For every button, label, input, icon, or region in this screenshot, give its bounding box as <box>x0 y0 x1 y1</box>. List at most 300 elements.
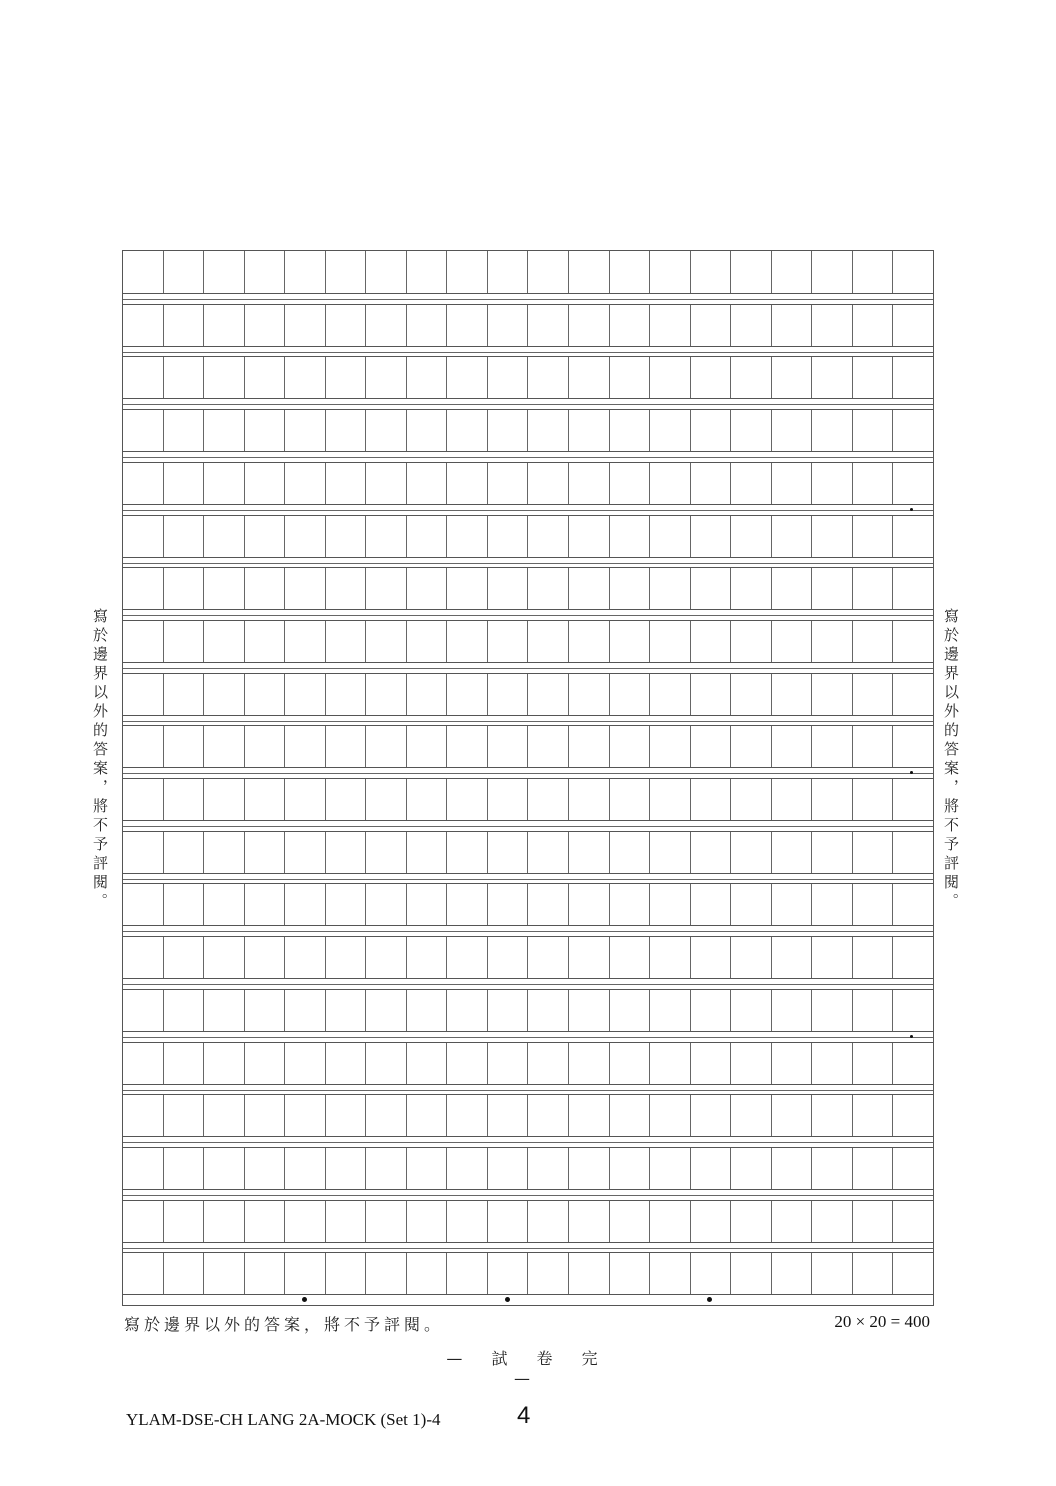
grid-cell[interactable] <box>771 1148 812 1189</box>
grid-cell[interactable] <box>771 937 812 978</box>
grid-cell[interactable] <box>811 568 852 609</box>
grid-cell[interactable] <box>852 357 893 398</box>
grid-cell[interactable] <box>892 884 933 925</box>
grid-row[interactable] <box>123 567 933 610</box>
grid-cell[interactable] <box>771 884 812 925</box>
grid-cell[interactable] <box>406 674 447 715</box>
grid-cell[interactable] <box>123 990 163 1031</box>
grid-cell[interactable] <box>244 990 285 1031</box>
grid-cell[interactable] <box>892 516 933 557</box>
grid-row[interactable] <box>123 356 933 399</box>
grid-cell[interactable] <box>730 726 771 767</box>
grid-cell[interactable] <box>568 937 609 978</box>
grid-cell[interactable] <box>244 621 285 662</box>
grid-row[interactable] <box>123 409 933 452</box>
grid-cell[interactable] <box>852 1253 893 1294</box>
grid-cell[interactable] <box>446 779 487 820</box>
grid-cell[interactable] <box>730 516 771 557</box>
grid-cell[interactable] <box>811 621 852 662</box>
grid-cell[interactable] <box>365 463 406 504</box>
grid-cell[interactable] <box>852 884 893 925</box>
grid-cell[interactable] <box>852 251 893 293</box>
grid-cell[interactable] <box>690 779 731 820</box>
grid-cell[interactable] <box>163 463 204 504</box>
grid-cell[interactable] <box>568 305 609 346</box>
grid-cell[interactable] <box>730 937 771 978</box>
grid-cell[interactable] <box>123 1095 163 1136</box>
grid-cell[interactable] <box>690 1095 731 1136</box>
grid-cell[interactable] <box>852 463 893 504</box>
grid-cell[interactable] <box>244 1253 285 1294</box>
grid-cell[interactable] <box>123 832 163 873</box>
grid-cell[interactable] <box>123 726 163 767</box>
grid-cell[interactable] <box>446 1043 487 1084</box>
grid-cell[interactable] <box>284 674 325 715</box>
grid-cell[interactable] <box>649 884 690 925</box>
grid-cell[interactable] <box>649 305 690 346</box>
grid-cell[interactable] <box>527 937 568 978</box>
grid-cell[interactable] <box>284 1148 325 1189</box>
grid-cell[interactable] <box>244 1043 285 1084</box>
grid-cell[interactable] <box>527 410 568 451</box>
grid-cell[interactable] <box>163 884 204 925</box>
grid-cell[interactable] <box>568 357 609 398</box>
grid-cell[interactable] <box>487 674 528 715</box>
grid-cell[interactable] <box>365 1253 406 1294</box>
grid-cell[interactable] <box>730 1095 771 1136</box>
grid-cell[interactable] <box>568 251 609 293</box>
grid-cell[interactable] <box>325 726 366 767</box>
grid-cell[interactable] <box>649 726 690 767</box>
grid-cell[interactable] <box>649 1043 690 1084</box>
grid-cell[interactable] <box>487 568 528 609</box>
grid-cell[interactable] <box>244 251 285 293</box>
grid-cell[interactable] <box>406 410 447 451</box>
grid-cell[interactable] <box>203 884 244 925</box>
grid-cell[interactable] <box>811 674 852 715</box>
grid-row[interactable] <box>123 251 933 294</box>
grid-cell[interactable] <box>406 516 447 557</box>
grid-cell[interactable] <box>568 516 609 557</box>
grid-cell[interactable] <box>203 568 244 609</box>
grid-cell[interactable] <box>609 568 650 609</box>
grid-cell[interactable] <box>325 1253 366 1294</box>
grid-cell[interactable] <box>811 1148 852 1189</box>
grid-cell[interactable] <box>852 305 893 346</box>
grid-cell[interactable] <box>609 726 650 767</box>
grid-cell[interactable] <box>730 674 771 715</box>
grid-cell[interactable] <box>527 1095 568 1136</box>
grid-cell[interactable] <box>527 251 568 293</box>
grid-cell[interactable] <box>771 726 812 767</box>
grid-cell[interactable] <box>649 410 690 451</box>
grid-cell[interactable] <box>244 1201 285 1242</box>
grid-cell[interactable] <box>730 779 771 820</box>
grid-cell[interactable] <box>487 990 528 1031</box>
grid-cell[interactable] <box>487 357 528 398</box>
grid-cell[interactable] <box>487 779 528 820</box>
grid-cell[interactable] <box>811 1201 852 1242</box>
grid-cell[interactable] <box>406 1095 447 1136</box>
grid-cell[interactable] <box>446 357 487 398</box>
grid-cell[interactable] <box>163 726 204 767</box>
grid-cell[interactable] <box>325 779 366 820</box>
grid-cell[interactable] <box>527 884 568 925</box>
grid-cell[interactable] <box>527 1148 568 1189</box>
grid-cell[interactable] <box>892 463 933 504</box>
grid-cell[interactable] <box>568 1148 609 1189</box>
grid-cell[interactable] <box>163 1043 204 1084</box>
grid-cell[interactable] <box>811 251 852 293</box>
grid-cell[interactable] <box>365 832 406 873</box>
grid-cell[interactable] <box>487 1201 528 1242</box>
grid-cell[interactable] <box>365 937 406 978</box>
grid-cell[interactable] <box>527 1043 568 1084</box>
grid-cell[interactable] <box>203 937 244 978</box>
grid-cell[interactable] <box>203 357 244 398</box>
grid-cell[interactable] <box>811 305 852 346</box>
grid-cell[interactable] <box>487 1148 528 1189</box>
grid-cell[interactable] <box>811 832 852 873</box>
grid-cell[interactable] <box>284 726 325 767</box>
grid-cell[interactable] <box>568 1095 609 1136</box>
grid-cell[interactable] <box>609 357 650 398</box>
grid-cell[interactable] <box>203 1148 244 1189</box>
grid-cell[interactable] <box>325 674 366 715</box>
grid-cell[interactable] <box>811 937 852 978</box>
grid-cell[interactable] <box>690 621 731 662</box>
grid-cell[interactable] <box>609 1253 650 1294</box>
grid-cell[interactable] <box>892 726 933 767</box>
grid-cell[interactable] <box>811 884 852 925</box>
grid-cell[interactable] <box>730 410 771 451</box>
grid-cell[interactable] <box>487 832 528 873</box>
grid-cell[interactable] <box>487 463 528 504</box>
grid-cell[interactable] <box>284 516 325 557</box>
grid-cell[interactable] <box>365 990 406 1031</box>
grid-cell[interactable] <box>852 726 893 767</box>
grid-cell[interactable] <box>365 884 406 925</box>
grid-cell[interactable] <box>852 621 893 662</box>
grid-cell[interactable] <box>365 516 406 557</box>
grid-cell[interactable] <box>123 1201 163 1242</box>
grid-cell[interactable] <box>123 674 163 715</box>
grid-cell[interactable] <box>163 1148 204 1189</box>
grid-cell[interactable] <box>892 251 933 293</box>
grid-cell[interactable] <box>325 1043 366 1084</box>
grid-cell[interactable] <box>203 779 244 820</box>
grid-cell[interactable] <box>609 251 650 293</box>
grid-cell[interactable] <box>163 1253 204 1294</box>
grid-cell[interactable] <box>568 621 609 662</box>
grid-cell[interactable] <box>730 1043 771 1084</box>
grid-cell[interactable] <box>284 1201 325 1242</box>
grid-cell[interactable] <box>446 1095 487 1136</box>
grid-cell[interactable] <box>568 884 609 925</box>
grid-row[interactable] <box>123 936 933 979</box>
grid-cell[interactable] <box>527 305 568 346</box>
grid-cell[interactable] <box>123 516 163 557</box>
grid-cell[interactable] <box>852 1148 893 1189</box>
grid-cell[interactable] <box>446 1253 487 1294</box>
grid-cell[interactable] <box>365 621 406 662</box>
grid-cell[interactable] <box>568 1253 609 1294</box>
grid-cell[interactable] <box>811 1095 852 1136</box>
grid-cell[interactable] <box>730 1148 771 1189</box>
grid-cell[interactable] <box>325 463 366 504</box>
grid-row[interactable] <box>123 1200 933 1243</box>
grid-cell[interactable] <box>487 1043 528 1084</box>
grid-cell[interactable] <box>771 251 812 293</box>
grid-cell[interactable] <box>203 832 244 873</box>
grid-cell[interactable] <box>811 357 852 398</box>
grid-cell[interactable] <box>406 937 447 978</box>
grid-cell[interactable] <box>771 357 812 398</box>
grid-cell[interactable] <box>852 832 893 873</box>
grid-cell[interactable] <box>649 832 690 873</box>
grid-cell[interactable] <box>771 621 812 662</box>
grid-cell[interactable] <box>649 1253 690 1294</box>
grid-cell[interactable] <box>365 1148 406 1189</box>
grid-cell[interactable] <box>649 990 690 1031</box>
grid-cell[interactable] <box>609 621 650 662</box>
grid-cell[interactable] <box>244 463 285 504</box>
grid-cell[interactable] <box>446 1148 487 1189</box>
grid-cell[interactable] <box>649 516 690 557</box>
grid-cell[interactable] <box>284 1095 325 1136</box>
grid-cell[interactable] <box>811 990 852 1031</box>
grid-cell[interactable] <box>690 357 731 398</box>
grid-cell[interactable] <box>852 990 893 1031</box>
grid-cell[interactable] <box>690 568 731 609</box>
grid-cell[interactable] <box>609 1201 650 1242</box>
grid-cell[interactable] <box>609 463 650 504</box>
grid-cell[interactable] <box>123 937 163 978</box>
grid-cell[interactable] <box>163 1201 204 1242</box>
grid-cell[interactable] <box>406 463 447 504</box>
grid-row[interactable] <box>123 1252 933 1295</box>
grid-cell[interactable] <box>406 779 447 820</box>
grid-cell[interactable] <box>892 305 933 346</box>
grid-cell[interactable] <box>852 674 893 715</box>
grid-cell[interactable] <box>325 251 366 293</box>
grid-cell[interactable] <box>284 251 325 293</box>
grid-cell[interactable] <box>203 1095 244 1136</box>
grid-cell[interactable] <box>365 1043 406 1084</box>
grid-cell[interactable] <box>203 516 244 557</box>
grid-cell[interactable] <box>568 990 609 1031</box>
grid-cell[interactable] <box>365 1201 406 1242</box>
grid-row[interactable] <box>123 778 933 821</box>
grid-cell[interactable] <box>730 1201 771 1242</box>
grid-cell[interactable] <box>446 674 487 715</box>
grid-cell[interactable] <box>446 832 487 873</box>
grid-cell[interactable] <box>284 568 325 609</box>
grid-cell[interactable] <box>123 568 163 609</box>
grid-row[interactable] <box>123 673 933 716</box>
grid-cell[interactable] <box>609 937 650 978</box>
grid-cell[interactable] <box>852 1095 893 1136</box>
grid-cell[interactable] <box>649 779 690 820</box>
grid-cell[interactable] <box>527 674 568 715</box>
grid-cell[interactable] <box>163 568 204 609</box>
grid-cell[interactable] <box>244 516 285 557</box>
grid-row[interactable] <box>123 462 933 505</box>
grid-cell[interactable] <box>568 410 609 451</box>
grid-cell[interactable] <box>325 568 366 609</box>
grid-cell[interactable] <box>123 884 163 925</box>
grid-cell[interactable] <box>487 516 528 557</box>
grid-row[interactable] <box>123 1042 933 1085</box>
grid-cell[interactable] <box>406 568 447 609</box>
grid-cell[interactable] <box>284 357 325 398</box>
grid-cell[interactable] <box>163 990 204 1031</box>
grid-cell[interactable] <box>123 463 163 504</box>
grid-cell[interactable] <box>649 1201 690 1242</box>
grid-cell[interactable] <box>446 305 487 346</box>
grid-cell[interactable] <box>284 305 325 346</box>
grid-cell[interactable] <box>811 779 852 820</box>
grid-cell[interactable] <box>527 463 568 504</box>
grid-cell[interactable] <box>163 621 204 662</box>
grid-cell[interactable] <box>649 1148 690 1189</box>
grid-cell[interactable] <box>527 621 568 662</box>
grid-cell[interactable] <box>446 990 487 1031</box>
grid-cell[interactable] <box>892 779 933 820</box>
grid-cell[interactable] <box>649 674 690 715</box>
grid-cell[interactable] <box>568 1201 609 1242</box>
grid-cell[interactable] <box>244 1148 285 1189</box>
grid-cell[interactable] <box>649 568 690 609</box>
grid-cell[interactable] <box>730 990 771 1031</box>
grid-cell[interactable] <box>163 357 204 398</box>
grid-cell[interactable] <box>406 1043 447 1084</box>
grid-cell[interactable] <box>852 937 893 978</box>
grid-cell[interactable] <box>406 305 447 346</box>
grid-cell[interactable] <box>325 621 366 662</box>
grid-cell[interactable] <box>609 305 650 346</box>
grid-cell[interactable] <box>284 779 325 820</box>
grid-cell[interactable] <box>690 1201 731 1242</box>
grid-cell[interactable] <box>365 305 406 346</box>
grid-cell[interactable] <box>730 305 771 346</box>
grid-cell[interactable] <box>568 1043 609 1084</box>
grid-cell[interactable] <box>163 779 204 820</box>
grid-cell[interactable] <box>406 251 447 293</box>
grid-cell[interactable] <box>203 1043 244 1084</box>
grid-cell[interactable] <box>123 410 163 451</box>
grid-cell[interactable] <box>892 1095 933 1136</box>
grid-cell[interactable] <box>163 937 204 978</box>
grid-cell[interactable] <box>892 568 933 609</box>
grid-cell[interactable] <box>690 832 731 873</box>
grid-cell[interactable] <box>406 1201 447 1242</box>
grid-cell[interactable] <box>406 621 447 662</box>
grid-cell[interactable] <box>892 990 933 1031</box>
grid-cell[interactable] <box>852 1201 893 1242</box>
grid-row[interactable] <box>123 620 933 663</box>
grid-cell[interactable] <box>609 779 650 820</box>
grid-cell[interactable] <box>852 410 893 451</box>
grid-cell[interactable] <box>406 1253 447 1294</box>
grid-row[interactable] <box>123 725 933 768</box>
grid-cell[interactable] <box>771 1253 812 1294</box>
grid-cell[interactable] <box>203 410 244 451</box>
grid-cell[interactable] <box>123 621 163 662</box>
grid-cell[interactable] <box>406 1148 447 1189</box>
grid-cell[interactable] <box>123 779 163 820</box>
grid-cell[interactable] <box>244 779 285 820</box>
grid-cell[interactable] <box>365 674 406 715</box>
grid-cell[interactable] <box>365 357 406 398</box>
grid-cell[interactable] <box>487 410 528 451</box>
grid-cell[interactable] <box>365 726 406 767</box>
grid-cell[interactable] <box>244 937 285 978</box>
grid-cell[interactable] <box>123 1148 163 1189</box>
grid-cell[interactable] <box>690 1148 731 1189</box>
grid-cell[interactable] <box>163 1095 204 1136</box>
grid-cell[interactable] <box>244 305 285 346</box>
grid-cell[interactable] <box>811 463 852 504</box>
grid-cell[interactable] <box>690 410 731 451</box>
grid-cell[interactable] <box>771 779 812 820</box>
grid-cell[interactable] <box>446 410 487 451</box>
grid-cell[interactable] <box>487 1095 528 1136</box>
grid-cell[interactable] <box>649 621 690 662</box>
grid-cell[interactable] <box>365 779 406 820</box>
grid-cell[interactable] <box>730 463 771 504</box>
grid-cell[interactable] <box>892 357 933 398</box>
grid-cell[interactable] <box>771 1201 812 1242</box>
grid-cell[interactable] <box>609 990 650 1031</box>
grid-cell[interactable] <box>325 884 366 925</box>
grid-cell[interactable] <box>446 463 487 504</box>
grid-cell[interactable] <box>892 937 933 978</box>
grid-cell[interactable] <box>892 1253 933 1294</box>
grid-cell[interactable] <box>325 832 366 873</box>
grid-cell[interactable] <box>446 568 487 609</box>
grid-cell[interactable] <box>487 726 528 767</box>
grid-row[interactable] <box>123 989 933 1032</box>
grid-cell[interactable] <box>730 621 771 662</box>
grid-cell[interactable] <box>609 516 650 557</box>
grid-cell[interactable] <box>852 1043 893 1084</box>
grid-cell[interactable] <box>568 832 609 873</box>
grid-cell[interactable] <box>487 621 528 662</box>
grid-cell[interactable] <box>446 621 487 662</box>
grid-cell[interactable] <box>609 410 650 451</box>
grid-cell[interactable] <box>325 305 366 346</box>
grid-cell[interactable] <box>690 305 731 346</box>
grid-cell[interactable] <box>811 726 852 767</box>
grid-cell[interactable] <box>690 674 731 715</box>
grid-cell[interactable] <box>123 1253 163 1294</box>
grid-cell[interactable] <box>325 1095 366 1136</box>
grid-cell[interactable] <box>568 568 609 609</box>
grid-cell[interactable] <box>730 884 771 925</box>
grid-cell[interactable] <box>771 674 812 715</box>
grid-cell[interactable] <box>690 884 731 925</box>
grid-cell[interactable] <box>609 1043 650 1084</box>
grid-cell[interactable] <box>446 251 487 293</box>
grid-cell[interactable] <box>527 568 568 609</box>
grid-cell[interactable] <box>365 1095 406 1136</box>
grid-cell[interactable] <box>244 1095 285 1136</box>
grid-cell[interactable] <box>365 410 406 451</box>
grid-cell[interactable] <box>487 251 528 293</box>
grid-cell[interactable] <box>406 832 447 873</box>
grid-cell[interactable] <box>163 516 204 557</box>
